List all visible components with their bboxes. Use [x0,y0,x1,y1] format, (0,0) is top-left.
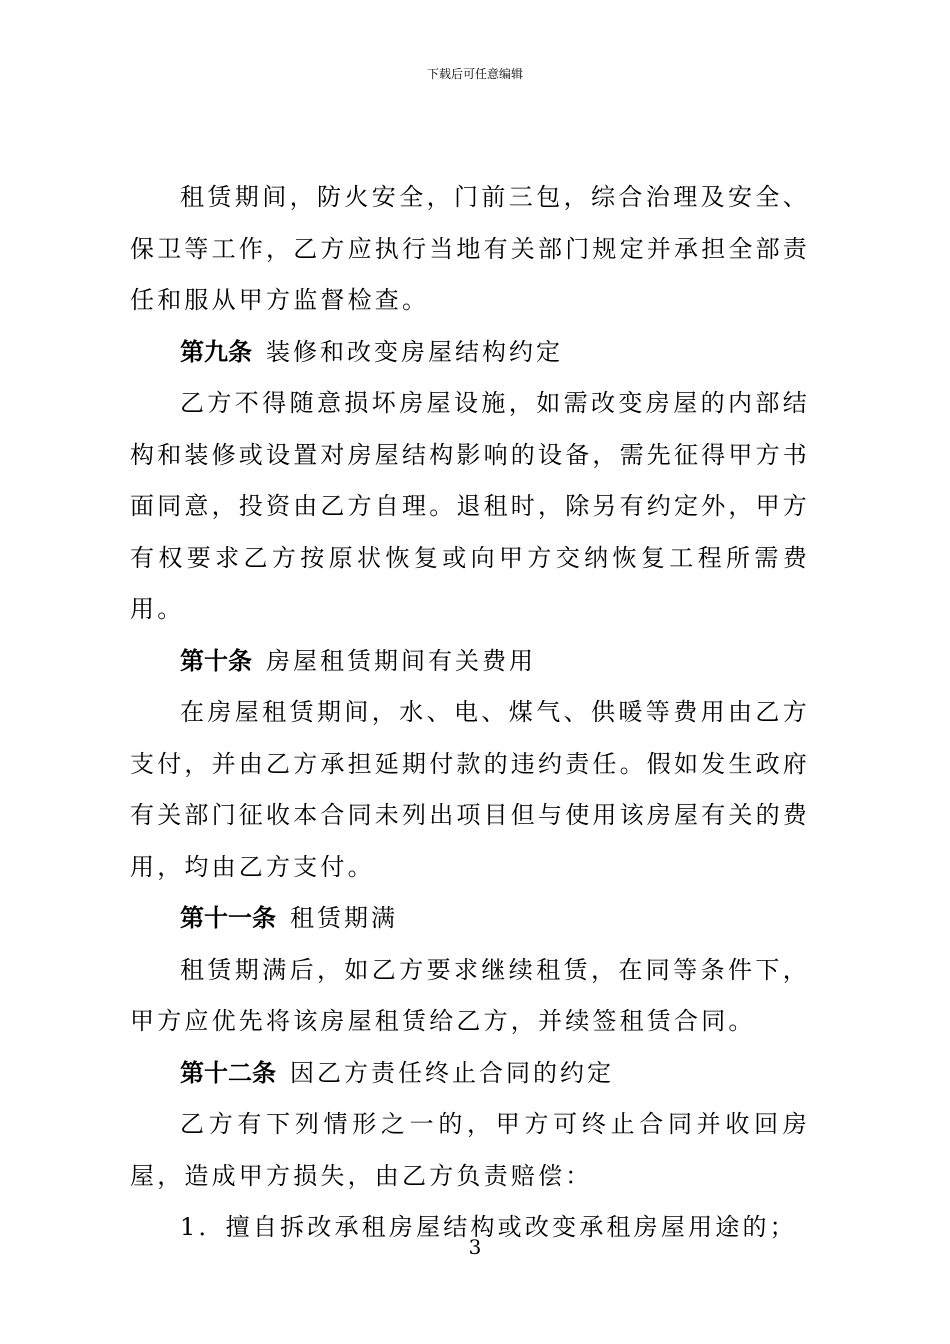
header-note: 下载后可任意编辑 [426,67,523,81]
page-number: 3 [468,1235,482,1259]
paragraph-fees: 在房屋租赁期间，水、电、煤气、供暖等费用由乙方支付，并由乙方承担延期付款的违约责任。假如发生政府有关部门征收本合同未列出项目但与使用该房屋有关的费用，均由乙方支付。 [130,698,810,881]
paragraph-renovation: 乙方不得随意损坏房屋设施，如需改变房屋的内部结构和装修或设置对房屋结构影响的设备，需先征得甲方书面同意，投资由乙方自理。退租时，除另有约定外，甲方有权要求乙方按原状恢复或向甲方交纳恢复工程所需费用。 [130,389,810,623]
article-number: 第十二条 [180,1058,276,1087]
article-heading-11 [130,893,810,945]
article-title: 房屋租赁期间有关费用 [266,646,536,675]
article-title: 装修和改变房屋结构约定 [266,337,563,366]
document-body [130,172,810,1254]
article-title: 因乙方责任终止合同的约定 [290,1058,614,1087]
article-heading-10 [130,636,810,688]
paragraph-safety-duties: 租赁期间，防火安全，门前三包，综合治理及安全、保卫等工作，乙方应执行当地有关部门规定并承担全部责任和服从甲方监督检查。 [130,183,810,314]
article-title: 租赁期满 [290,904,398,932]
article-number: 第十一条 [180,904,276,932]
article-heading-9 [130,327,810,379]
paragraph-termination: 乙方有下列情形之一的，甲方可终止合同并收回房屋，造成甲方损失，由乙方负责赔偿： [130,1110,810,1190]
paragraph-lease-expiry: 租赁期满后，如乙方要求继续租赁，在同等条件下，甲方应优先将该房屋租赁给乙方，并续签租赁合同。 [130,955,810,1035]
article-number: 第九条 [180,337,252,366]
article-heading-12 [130,1048,810,1100]
list-item-1: 1．擅自拆改承租房屋结构或改变承租房屋用途的； [180,1213,797,1241]
article-number: 第十条 [180,646,252,675]
